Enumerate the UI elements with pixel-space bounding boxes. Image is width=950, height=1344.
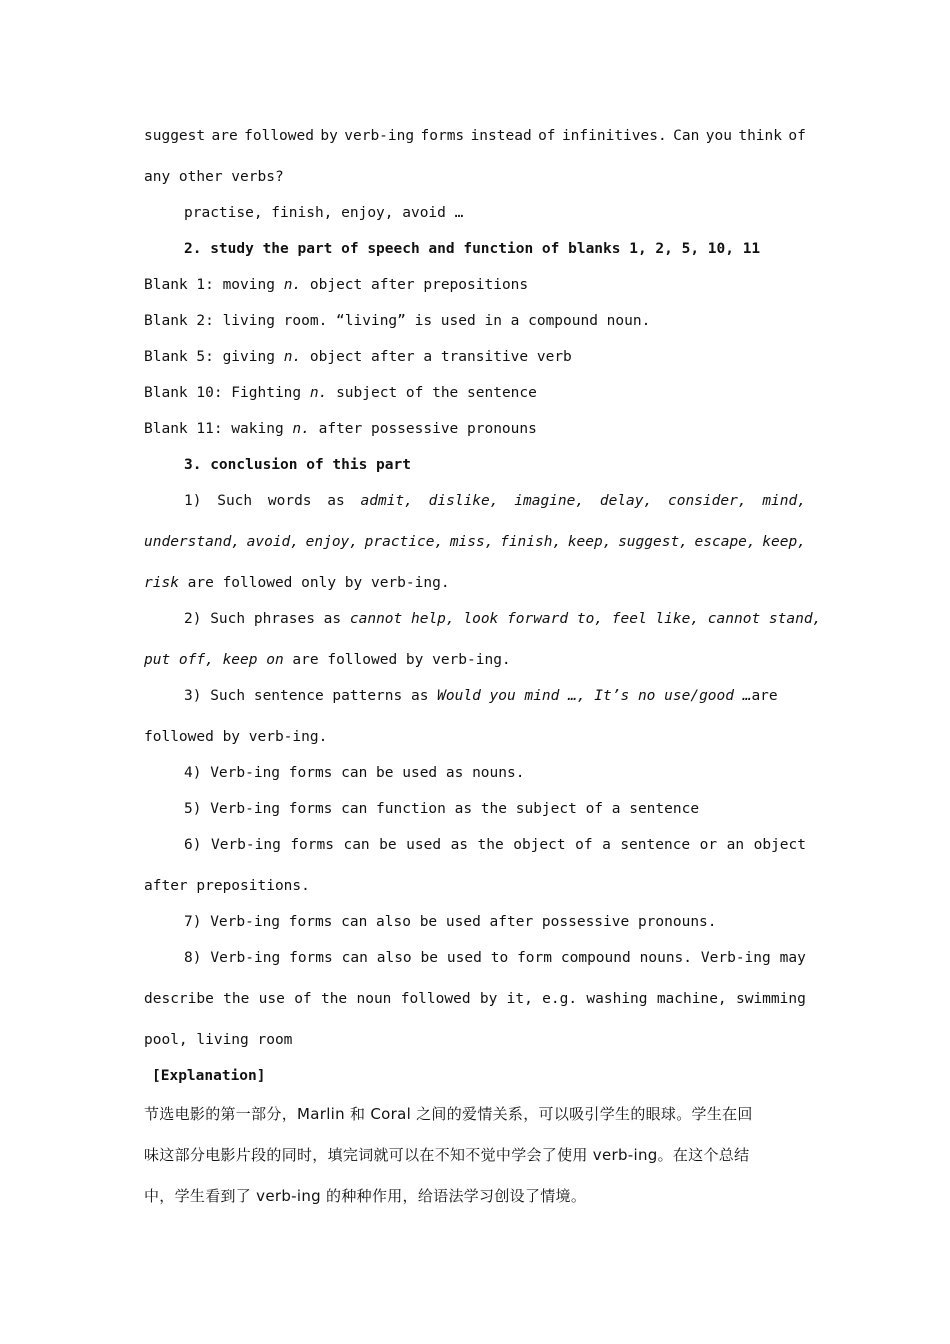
word: miss, xyxy=(449,534,494,550)
blank-function: after possessive pronouns xyxy=(309,421,537,437)
word: think xyxy=(738,128,782,144)
word: Verb-ing xyxy=(210,837,281,853)
word: compound xyxy=(560,950,631,966)
blank-2-line xyxy=(144,313,650,329)
word: the xyxy=(320,991,348,1007)
part-of-speech: n. xyxy=(292,421,310,437)
word: washing xyxy=(586,991,648,1007)
word: of xyxy=(788,128,806,144)
item-3-tail: are xyxy=(751,688,778,704)
item-3-line-1 xyxy=(184,688,778,704)
word: of xyxy=(294,991,312,1007)
item-2-line-1 xyxy=(184,611,821,627)
blank-label: Blank 10: Fighting xyxy=(144,385,310,401)
item-2-lead: 2) Such phrases as xyxy=(184,611,350,627)
blank-label: Blank 5: giving xyxy=(144,349,284,365)
blank-label: Blank 11: waking xyxy=(144,421,293,437)
item-6-line-1 xyxy=(184,837,806,853)
part-of-speech: n. xyxy=(283,277,302,293)
word: keep, xyxy=(567,534,612,550)
word: consider, xyxy=(667,493,747,509)
item-3-line-2: followed by verb-ing. xyxy=(144,729,328,745)
word: finish, xyxy=(500,534,562,550)
word: of xyxy=(538,128,556,144)
word: suggest xyxy=(144,128,206,144)
word: escape, xyxy=(694,534,756,550)
word: forms xyxy=(290,837,334,853)
intro-line-1 xyxy=(144,128,806,144)
intro-line-2: any other verbs? xyxy=(144,169,284,185)
item-5: 5) Verb-ing forms can function as the subject of a sentence xyxy=(184,801,700,817)
explanation-heading: [Explanation] xyxy=(152,1068,266,1084)
word: as xyxy=(327,493,345,509)
blank-function: object after a transitive verb xyxy=(301,349,572,365)
item-1-line-1 xyxy=(184,493,806,509)
word: are xyxy=(211,128,238,144)
word: forms xyxy=(289,950,333,966)
word: can xyxy=(343,837,370,853)
item-3-patterns: Would you mind …, It’s no use/good … xyxy=(437,688,752,704)
word: it, xyxy=(506,991,533,1007)
word: as xyxy=(450,837,469,853)
word: a xyxy=(602,837,611,853)
word: verb-ing xyxy=(344,128,415,144)
word: suggest, xyxy=(618,534,688,550)
word: delay, xyxy=(599,493,653,509)
word: practice, xyxy=(364,534,444,550)
word: by xyxy=(320,128,338,144)
blank-label: Blank 1: moving xyxy=(144,277,284,293)
word: Verb-ing xyxy=(700,950,771,966)
word: 6) xyxy=(184,837,202,853)
word: followed xyxy=(400,991,471,1007)
word: 8) xyxy=(184,950,202,966)
word: 1) xyxy=(184,493,202,509)
section-2-heading: 2. study the part of speech and function of blanks 1, 2, 5, 10, 11 xyxy=(184,241,761,257)
word: machine, xyxy=(656,991,727,1007)
word: Can xyxy=(673,128,700,144)
word: sentence xyxy=(620,837,691,853)
item-1-tail: are followed only by verb-ing. xyxy=(178,575,450,591)
word: imagine, xyxy=(514,493,585,509)
item-6-line-2: after prepositions. xyxy=(144,878,310,894)
word: keep, xyxy=(762,534,806,550)
blank-function: subject of the sentence xyxy=(327,385,537,401)
item-7: 7) Verb-ing forms can also be used after possessive pronouns. xyxy=(184,914,717,930)
item-8-line-3: pool, living room xyxy=(144,1032,293,1048)
word: be xyxy=(379,837,397,853)
word: e.g. xyxy=(542,991,578,1007)
word: admit, xyxy=(360,493,413,509)
item-4: 4) Verb-ing forms can be used as nouns. xyxy=(184,765,525,781)
word: or xyxy=(699,837,718,853)
word: use xyxy=(258,991,285,1007)
explanation-line-3: 中，学生看到了 verb-ing 的种种作用，给语法学习创设了情境。 xyxy=(144,1187,587,1205)
item-2-phrases-cont: put off, keep on xyxy=(144,652,284,668)
part-of-speech: n. xyxy=(309,385,328,401)
word: followed xyxy=(244,128,314,144)
word: Such xyxy=(217,493,253,509)
word: object xyxy=(753,837,806,853)
item-8-line-1 xyxy=(184,950,806,966)
item-8-line-2 xyxy=(144,991,806,1007)
word: infinitives. xyxy=(561,128,667,144)
blank-label: Blank 2: living room. “living” is used in a compound noun. xyxy=(144,313,651,329)
blank-11-line xyxy=(144,421,537,437)
word: swimming xyxy=(735,991,806,1007)
word: an xyxy=(726,837,745,853)
blank-1-line xyxy=(144,277,528,293)
blank-10-line xyxy=(144,385,537,401)
word: also xyxy=(376,950,412,966)
explanation-line-1: 节选电影的第一部分，Marlin 和 Coral 之间的爱情关系，可以吸引学生的眼球。学生在回 xyxy=(144,1105,753,1123)
word: used xyxy=(446,950,482,966)
word: describe xyxy=(144,991,214,1007)
word: understand, xyxy=(144,534,241,550)
word: you xyxy=(705,128,732,144)
word: enjoy, xyxy=(305,534,359,550)
word: be xyxy=(420,950,439,966)
item-1-line-2 xyxy=(144,534,806,550)
word: of xyxy=(575,837,593,853)
word: words xyxy=(267,493,312,509)
word: instead xyxy=(470,128,532,144)
word: forms xyxy=(420,128,465,144)
item-2-line-2 xyxy=(144,652,511,668)
word: the xyxy=(477,837,504,853)
word: object xyxy=(513,837,566,853)
part-of-speech: n. xyxy=(283,349,302,365)
word: by xyxy=(479,991,498,1007)
word: to xyxy=(490,950,509,966)
word: used xyxy=(406,837,442,853)
item-2-phrases: cannot help, look forward to, feel like, cannot stand, xyxy=(349,611,822,627)
word: Verb-ing xyxy=(210,950,281,966)
item-3-lead: 3) Such sentence patterns as xyxy=(184,688,438,704)
blank-function: object after prepositions xyxy=(301,277,529,293)
word: form xyxy=(517,950,552,966)
item-2-tail: are followed by verb-ing. xyxy=(283,652,511,668)
word: nouns. xyxy=(639,950,693,966)
word: avoid, xyxy=(246,534,300,550)
verb-examples: practise, finish, enjoy, avoid … xyxy=(184,205,464,221)
blank-5-line xyxy=(144,349,572,365)
word: dislike, xyxy=(428,493,499,509)
word: the xyxy=(223,991,250,1007)
word: can xyxy=(341,950,368,966)
item-1-line-3 xyxy=(144,575,450,591)
verb-risk: risk xyxy=(144,575,179,591)
explanation-line-2: 味这部分电影片段的同时，填完词就可以在不知不觉中学会了使用 verb-ing。在这个总结 xyxy=(144,1146,750,1164)
word: noun xyxy=(356,991,392,1007)
word: may xyxy=(779,950,806,966)
word: mind, xyxy=(762,493,806,509)
section-3-heading: 3. conclusion of this part xyxy=(184,457,411,473)
